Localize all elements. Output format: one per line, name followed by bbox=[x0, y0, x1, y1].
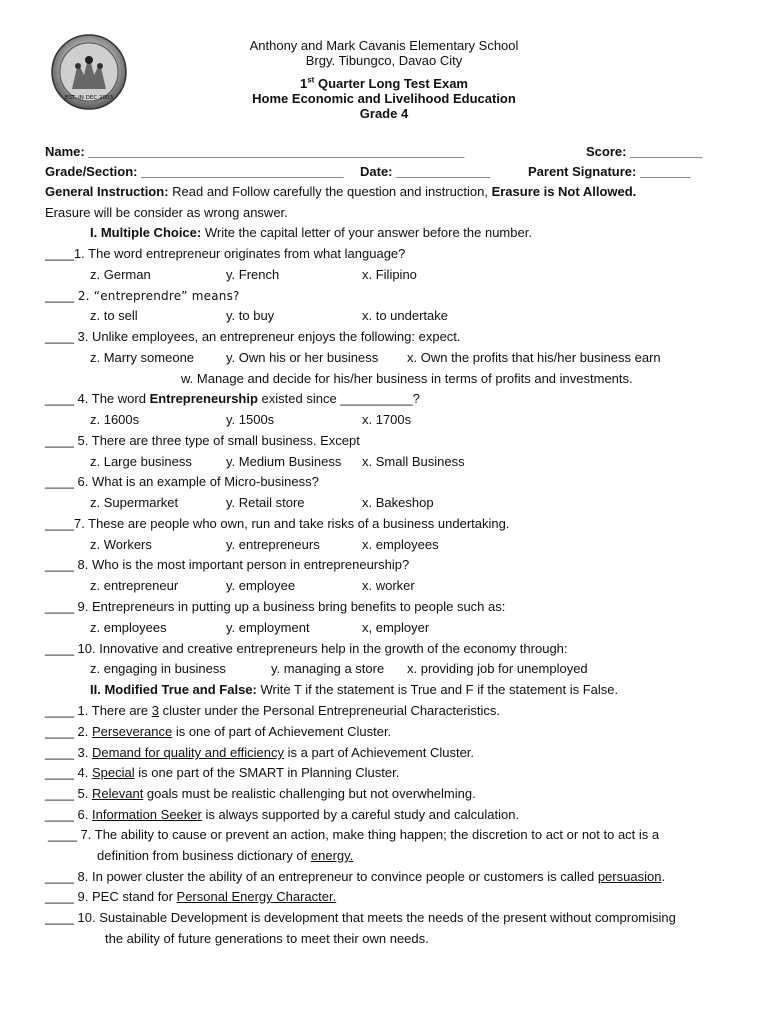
mc-question-8 bbox=[45, 557, 409, 572]
score-field[interactable] bbox=[586, 144, 702, 159]
underlined-term: energy. bbox=[310, 848, 354, 863]
exam-header bbox=[0, 38, 768, 121]
underlined-term: Special bbox=[92, 765, 135, 780]
instruction-text: Read and Follow carefully the question and instruction, bbox=[168, 184, 492, 199]
question-text: The word entrepreneur originates from what language? bbox=[84, 246, 406, 261]
question-text: 2. “entreprendre” means? bbox=[73, 289, 240, 303]
underlined-term: Personal Energy Character. bbox=[176, 889, 337, 904]
answer-blank[interactable]: ____ bbox=[45, 557, 74, 572]
answer-blank[interactable]: ____1. bbox=[45, 246, 85, 261]
item-text: 10. Sustainable Development is development that meets the needs of the present without compromising bbox=[73, 910, 676, 925]
instruction-bold-tail: Erasure is Not Allowed. bbox=[491, 184, 637, 199]
underlined-term: 3 bbox=[151, 703, 159, 718]
exam-ordinal-suffix: st bbox=[307, 75, 315, 85]
mc-question-10 bbox=[45, 641, 568, 656]
question-text: 3. Unlike employees, an entrepreneur enjoys the following: expect. bbox=[73, 329, 461, 344]
tf-item-4 bbox=[45, 765, 399, 780]
parent-signature-blank[interactable]: _______ bbox=[639, 164, 691, 179]
answer-blank[interactable]: ____ bbox=[45, 807, 74, 822]
choice-y: y. French bbox=[226, 267, 280, 282]
part1-text: Write the capital letter of your answer before the number. bbox=[201, 225, 532, 240]
mc-question-9 bbox=[45, 599, 505, 614]
tf-item-2 bbox=[45, 724, 391, 739]
choice-y: y. to buy bbox=[226, 308, 275, 323]
choice-y: y. Medium Business bbox=[226, 454, 342, 469]
answer-blank[interactable]: ____ bbox=[45, 599, 74, 614]
grade-title: Grade 4 bbox=[359, 106, 409, 121]
grade-section-label: Grade/Section: bbox=[45, 164, 138, 179]
tf-item-7 bbox=[48, 827, 659, 842]
choice-x: x. to undertake bbox=[362, 308, 448, 323]
answer-blank[interactable]: ____ bbox=[45, 745, 74, 760]
choice-y: y. Retail store bbox=[226, 495, 305, 510]
choice-z: z. Marry someone bbox=[90, 350, 195, 365]
question-text: 7. These are people who own, run and take risks of a business undertaking. bbox=[73, 516, 510, 531]
underlined-term: persuasion bbox=[597, 869, 662, 884]
choice-x: x. Own the profits that his/her business earn bbox=[407, 350, 661, 365]
item-text-post: is a part of Achievement Cluster. bbox=[283, 745, 475, 760]
item-text: 1. There are bbox=[73, 703, 152, 718]
item-text: 8. In power cluster the ability of an entrepreneur to convince people or customers is called bbox=[73, 869, 598, 884]
instruction-label: General Instruction: bbox=[45, 184, 169, 199]
school-name: Anthony and Mark Cavanis Elementary School bbox=[249, 38, 519, 53]
question-text-post: existed since __________? bbox=[257, 391, 420, 406]
question-text: 9. Entrepreneurs in putting up a business bring benefits to people such as: bbox=[73, 599, 506, 614]
answer-blank[interactable]: ____ bbox=[45, 724, 74, 739]
part2-label: II. Modified True and False: bbox=[90, 682, 257, 697]
question-text: 6. What is an example of Micro-business? bbox=[73, 474, 319, 489]
answer-blank[interactable]: ____ bbox=[45, 288, 74, 303]
parent-signature-field[interactable] bbox=[528, 164, 691, 179]
answer-blank[interactable]: ____ bbox=[45, 329, 74, 344]
part2-text: Write T if the statement is True and F if the statement is False. bbox=[256, 682, 619, 697]
answer-blank[interactable]: ____ bbox=[45, 703, 74, 718]
answer-blank[interactable]: ____ bbox=[45, 433, 74, 448]
exam-title-rest: Quarter Long Test Exam bbox=[314, 76, 468, 91]
date-label: Date: bbox=[360, 164, 393, 179]
mc-question-4 bbox=[45, 391, 420, 406]
general-instruction bbox=[45, 184, 636, 199]
answer-blank[interactable]: ____ bbox=[45, 786, 74, 801]
date-blank[interactable]: _____________ bbox=[396, 164, 491, 179]
choice-z: z. to sell bbox=[90, 308, 138, 323]
parent-signature-label: Parent Signature: bbox=[528, 164, 637, 179]
choice-x: x. 1700s bbox=[362, 412, 412, 427]
exam-title bbox=[0, 76, 768, 91]
item-text: 5. bbox=[73, 786, 92, 801]
mc-question-5 bbox=[45, 433, 360, 448]
mc-question-7 bbox=[45, 516, 509, 531]
score-blank[interactable]: __________ bbox=[630, 144, 703, 159]
choice-y: y. 1500s bbox=[226, 412, 275, 427]
choice-y: y. managing a store bbox=[271, 661, 385, 676]
choice-z: z. Workers bbox=[90, 537, 152, 552]
choice-x: x. employees bbox=[362, 537, 439, 552]
underlined-term: Relevant bbox=[92, 786, 144, 801]
answer-blank[interactable]: ____ bbox=[45, 474, 74, 489]
instruction-line-2: Erasure will be consider as wrong answer. bbox=[45, 205, 288, 220]
part2-heading bbox=[90, 682, 618, 697]
choice-y: y. employment bbox=[226, 620, 310, 635]
mc-question-6 bbox=[45, 474, 319, 489]
choice-z: z. Supermarket bbox=[90, 495, 179, 510]
answer-blank[interactable]: ____ bbox=[45, 869, 74, 884]
part1-label: I. Multiple Choice: bbox=[90, 225, 202, 240]
subject-title: Home Economic and Livelihood Education bbox=[252, 91, 516, 106]
item-text-post: goals must be realistic challenging but not overwhelming. bbox=[143, 786, 476, 801]
tf-item-5 bbox=[45, 786, 476, 801]
tf-item-10-continued: the ability of future generations to meet their own needs. bbox=[105, 931, 429, 946]
name-field[interactable] bbox=[45, 144, 464, 159]
item-text: 4. bbox=[73, 765, 92, 780]
tf-item-1 bbox=[45, 703, 500, 718]
question-text-bold: Entrepreneurship bbox=[149, 391, 258, 406]
choice-z: z. engaging in business bbox=[90, 661, 226, 676]
choice-y: y. Own his or her business bbox=[226, 350, 379, 365]
mc-question-2 bbox=[45, 288, 240, 303]
answer-blank[interactable]: ____ bbox=[45, 889, 74, 904]
tf-item-10 bbox=[45, 910, 676, 925]
item-text: 6. bbox=[73, 807, 92, 822]
choice-y: y. employee bbox=[226, 578, 296, 593]
item-text: 2. bbox=[73, 724, 92, 739]
question-text: 8. Who is the most important person in entrepreneurship? bbox=[73, 557, 410, 572]
item-text: 9. PEC stand for bbox=[73, 889, 177, 904]
choice-z: z. entrepreneur bbox=[90, 578, 179, 593]
underlined-term: Information Seeker bbox=[92, 807, 202, 822]
name-label: Name: bbox=[45, 144, 85, 159]
score-label: Score: bbox=[586, 144, 627, 159]
choice-x: x. Small Business bbox=[362, 454, 465, 469]
question-text: 10. Innovative and creative entrepreneurs help in the growth of the economy through: bbox=[73, 641, 568, 656]
school-address: Brgy. Tibungco, Davao City bbox=[305, 53, 463, 68]
item-text: 3. bbox=[73, 745, 92, 760]
choice-x: x, employer bbox=[362, 620, 430, 635]
exam-ordinal: 1 bbox=[300, 76, 308, 91]
answer-blank[interactable]: ____ bbox=[45, 765, 74, 780]
mc-question-3 bbox=[45, 329, 461, 344]
answer-blank[interactable]: ____ bbox=[45, 391, 74, 406]
choice-x: x. Filipino bbox=[362, 267, 417, 282]
choice-x: x. providing job for unemployed bbox=[407, 661, 588, 676]
answer-blank[interactable]: ____ bbox=[45, 641, 74, 656]
grade-section-field[interactable] bbox=[45, 164, 344, 179]
choice-x: x. Bakeshop bbox=[362, 495, 434, 510]
question-text-pre: 4. The word bbox=[73, 391, 150, 406]
date-field[interactable] bbox=[360, 164, 490, 179]
choice-w: w. Manage and decide for his/her business in terms of profits and investments. bbox=[181, 371, 633, 386]
item-text-post: cluster under the Personal Entrepreneurial Characteristics. bbox=[158, 703, 501, 718]
answer-blank[interactable]: ____ bbox=[48, 827, 77, 842]
underlined-term: Perseverance bbox=[92, 724, 173, 739]
choice-z: z. 1600s bbox=[90, 412, 140, 427]
underlined-term: Demand for quality and efficiency bbox=[92, 745, 284, 760]
answer-blank[interactable]: ____ bbox=[45, 516, 74, 531]
question-text: 5. There are three type of small business. Except bbox=[73, 433, 360, 448]
tf-item-7-continued bbox=[97, 848, 353, 863]
tf-item-3 bbox=[45, 745, 474, 760]
choice-z: z. employees bbox=[90, 620, 167, 635]
mc-question-1 bbox=[45, 246, 405, 261]
grade-section-blank[interactable]: ____________________________ bbox=[141, 164, 344, 179]
item-text-post: is always supported by a careful study and calculation. bbox=[201, 807, 520, 822]
choice-z: z. German bbox=[90, 267, 151, 282]
item-text-post: . bbox=[661, 869, 666, 884]
name-blank[interactable]: ____________________________________________________ bbox=[88, 144, 465, 159]
item-text: 7. The ability to cause or prevent an action, make thing happen; the discretion to act or not to act is a bbox=[76, 827, 660, 842]
item-text-post: is one part of the SMART in Planning Cluster. bbox=[134, 765, 400, 780]
choice-y: y. entrepreneurs bbox=[226, 537, 320, 552]
tf-item-6 bbox=[45, 807, 519, 822]
logo-text: EST. IN DEC 2003 bbox=[65, 95, 113, 101]
choice-x: x. worker bbox=[362, 578, 415, 593]
choice-z: z. Large business bbox=[90, 454, 192, 469]
tf-item-8 bbox=[45, 869, 665, 884]
item-text-cont: definition from business dictionary of bbox=[97, 848, 311, 863]
item-text-post: is one of part of Achievement Cluster. bbox=[172, 724, 392, 739]
tf-item-9 bbox=[45, 889, 336, 904]
part1-heading bbox=[90, 225, 532, 240]
answer-blank[interactable]: ____ bbox=[45, 910, 74, 925]
